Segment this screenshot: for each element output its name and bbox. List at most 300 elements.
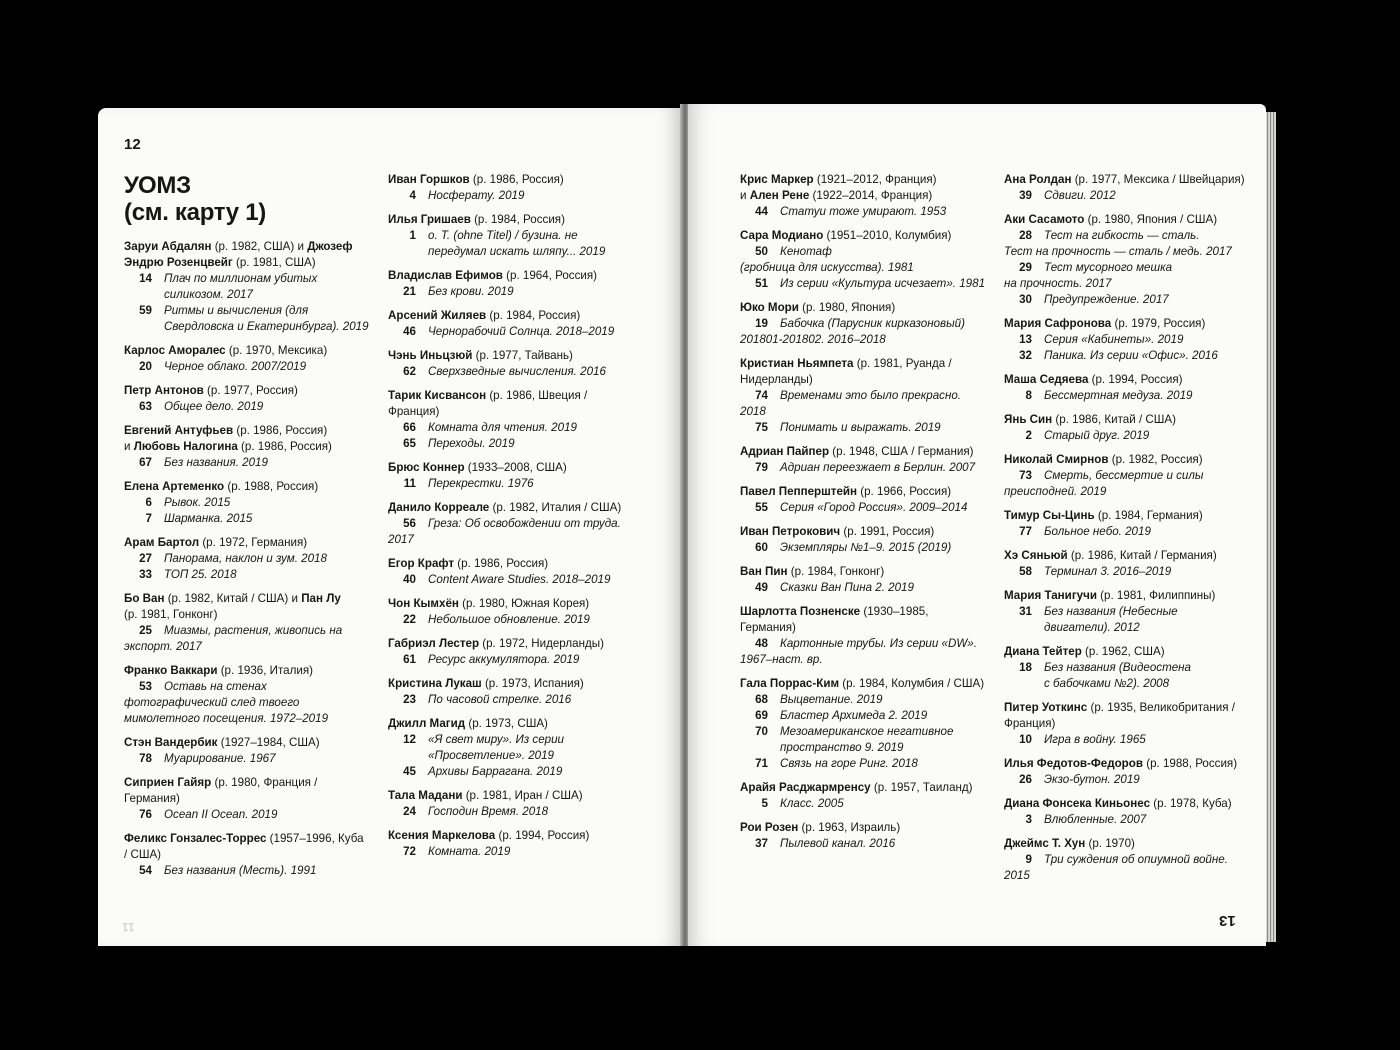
artist-line	[388, 404, 640, 420]
artist-info: и	[124, 440, 134, 453]
work-title: Временами это было прекрасно.	[780, 389, 961, 402]
artist-info: (р. 1972, Германия)	[199, 536, 308, 549]
artist-info: (р. 1970)	[1085, 837, 1135, 850]
work-line	[124, 711, 376, 727]
work-title: o. T. (ohne Titel) / бузина. не	[428, 229, 578, 242]
artist-info: (р. 1982, Россия)	[1108, 453, 1203, 466]
work-title: Ритмы и вычисления (для	[164, 304, 309, 317]
catalog-entry	[388, 788, 640, 820]
work-number: 4	[409, 189, 416, 202]
work-number: 3	[1025, 813, 1032, 826]
work-number: 8	[1025, 389, 1032, 402]
catalog-entry	[124, 663, 376, 727]
artist-name: Мария Танигучи	[1004, 589, 1097, 602]
artist-line	[124, 775, 376, 807]
artist-info: (р. 1994, Россия)	[1088, 373, 1183, 386]
section-title-line-1: УОМЗ	[124, 172, 191, 199]
work-line	[1004, 564, 1256, 580]
work-line	[740, 756, 992, 772]
work-line	[1004, 660, 1256, 676]
left-page	[98, 108, 682, 946]
artist-info: Франция)	[1004, 717, 1056, 730]
work-line	[1004, 388, 1256, 404]
work-number: 68	[755, 693, 768, 706]
work-number: 1	[409, 229, 416, 242]
work-title: Влюбленные. 2007	[1044, 813, 1147, 826]
artist-info: (р. 1981, Филиппины)	[1096, 589, 1216, 602]
catalog-entry	[388, 828, 640, 860]
artist-line	[388, 828, 640, 844]
work-line	[388, 652, 640, 668]
artist-info: (р. 1972, Нидерланды)	[479, 637, 604, 650]
artist-line	[388, 636, 640, 652]
work-title: Господин Время. 2018	[428, 805, 549, 818]
work-title: Панорама, наклон и зум. 2018	[164, 552, 327, 565]
work-number: 74	[755, 389, 768, 402]
artist-line	[124, 343, 376, 359]
work-line	[740, 316, 992, 332]
artist-info: (р. 1984, Россия)	[486, 309, 581, 322]
artist-info: (р. 1973, США)	[465, 717, 548, 730]
artist-name: Ален Рене	[749, 189, 810, 202]
work-title: Бабочка (Парусник кирказоновый)	[780, 317, 965, 330]
work-number: 66	[403, 421, 416, 434]
work-number: 65	[403, 437, 416, 450]
work-line	[740, 404, 992, 420]
work-line	[388, 572, 640, 588]
work-title: Носферату. 2019	[428, 189, 525, 202]
artist-info: (р. 1963, Израиль)	[798, 821, 901, 834]
work-title: Муарирование. 1967	[164, 752, 276, 765]
artist-info: (р. 1980, Япония / США)	[1084, 213, 1218, 226]
work-number: 18	[1019, 661, 1032, 674]
artist-line	[1004, 716, 1256, 732]
artist-info: и	[740, 189, 750, 202]
work-line	[740, 796, 992, 812]
artist-line	[124, 663, 376, 679]
artist-line	[124, 239, 376, 255]
artist-info: (р. 1973, Испания)	[481, 677, 584, 690]
artist-line	[1004, 588, 1256, 604]
artist-name: Чэнь Иньцзюй	[388, 349, 473, 362]
work-title: Тест мусорного мешка	[1044, 261, 1173, 274]
work-number: 50	[755, 245, 768, 258]
artist-line	[740, 524, 992, 540]
work-line	[1004, 228, 1256, 244]
artist-name: Павел Пепперштейн	[740, 485, 858, 498]
work-number: 31	[1019, 605, 1032, 618]
catalog-entry	[124, 423, 376, 471]
work-title: Ocean II Ocean. 2019	[164, 808, 278, 821]
artist-name: Арайя Расджармренсу	[740, 781, 871, 794]
artist-info: (1957–1996, Куба	[266, 832, 364, 845]
entry-list	[740, 172, 992, 852]
work-line	[740, 244, 992, 260]
work-number: 22	[403, 613, 416, 626]
artist-info: (р. 1986, Россия)	[454, 557, 549, 570]
artist-name: Иван Горшков	[388, 173, 470, 186]
work-line	[124, 567, 376, 583]
artist-line	[740, 300, 992, 316]
work-number: 71	[755, 757, 768, 770]
work-number: 76	[139, 808, 152, 821]
catalog-entry	[124, 775, 376, 823]
artist-name: Питер Уоткинс	[1004, 701, 1088, 714]
catalog-entry	[124, 831, 376, 879]
artist-info: (р. 1962, США)	[1081, 645, 1165, 658]
work-number: 10	[1019, 733, 1032, 746]
work-line	[740, 388, 992, 404]
artist-line	[740, 484, 992, 500]
artist-info: (р. 1935, Великобритания /	[1087, 701, 1235, 714]
work-number: 25	[139, 624, 152, 637]
work-number: 27	[139, 552, 152, 565]
artist-info: (р. 1970, Мексика)	[225, 344, 328, 357]
artist-name: Адриан Пайпер	[740, 445, 830, 458]
work-title: Паника. Из серии «Офис». 2016	[1044, 349, 1218, 362]
work-number: 5	[761, 797, 768, 810]
work-number: 63	[139, 400, 152, 413]
catalog-entry	[124, 735, 376, 767]
artist-info: (р. 1979, Россия)	[1111, 317, 1206, 330]
artist-info: (р. 1988, Россия)	[1142, 757, 1238, 770]
work-line	[124, 359, 376, 375]
artist-line	[740, 228, 992, 244]
artist-name: Арсений Жиляев	[388, 309, 487, 322]
catalog-entry	[740, 780, 992, 812]
work-title: Рывок. 2015	[164, 496, 231, 509]
artist-line	[740, 172, 992, 188]
catalog-entry	[388, 500, 640, 548]
artist-info: (р. 1982, Италия / США)	[489, 501, 622, 514]
work-line	[1004, 332, 1256, 348]
artist-line	[124, 831, 376, 847]
work-number: 67	[139, 456, 152, 469]
artist-info: (1927–1984, США)	[217, 736, 320, 749]
section-title-line-2: (см. карту 1)	[124, 199, 266, 226]
work-line	[740, 836, 992, 852]
work-title: преисподней. 2019	[1004, 485, 1107, 498]
work-line	[740, 724, 992, 740]
artist-line	[124, 479, 376, 495]
work-line	[124, 399, 376, 415]
artist-name: Эндрю Розенцвейг	[124, 256, 233, 269]
artist-name: Пан Лу	[301, 592, 341, 605]
work-title: Ресурс аккумулятора. 2019	[428, 653, 580, 666]
work-title: Перекрестки. 1976	[428, 477, 534, 490]
catalog-entry	[1004, 172, 1256, 204]
catalog-entry	[388, 348, 640, 380]
work-title: двигатели). 2012	[1044, 621, 1140, 634]
artist-info: (р. 1984, Россия)	[470, 213, 565, 226]
artist-line	[740, 604, 992, 620]
page-number-left: 12	[124, 136, 141, 153]
work-number: 33	[139, 568, 152, 581]
work-title: Понимать и выражать. 2019	[780, 421, 941, 434]
artist-name: Карлос Аморалес	[124, 344, 226, 357]
catalog-entry	[388, 460, 640, 492]
artist-line	[1004, 412, 1256, 428]
work-line	[1004, 260, 1256, 276]
work-line	[740, 204, 992, 220]
artist-line	[388, 172, 640, 188]
artist-line	[124, 735, 376, 751]
work-title: Игра в войну. 1965	[1044, 733, 1146, 746]
artist-info: (р. 1980, Южная Корея)	[458, 597, 590, 610]
artist-line	[1004, 644, 1256, 660]
catalog-entry	[1004, 756, 1256, 788]
artist-info: (р. 1980, Франция / Германия)	[124, 776, 318, 805]
work-title: 2017	[388, 533, 414, 546]
artist-info: (р. 1982, Китай / США) и	[164, 592, 302, 605]
work-title: ТОП 25. 2018	[164, 568, 237, 581]
artist-name: Маша Седяева	[1004, 373, 1089, 386]
work-line	[740, 420, 992, 436]
work-line	[388, 804, 640, 820]
work-title: Экземпляры №1–9. 2015 (2019)	[780, 541, 952, 554]
catalog-entry	[388, 636, 640, 668]
artist-name: Хэ Сяньюй	[1004, 549, 1068, 562]
catalog-entry	[388, 716, 640, 780]
artist-name: Сара Модиано	[740, 229, 824, 242]
artist-line	[388, 308, 640, 324]
work-line	[1004, 188, 1256, 204]
work-title: Общее дело. 2019	[164, 400, 264, 413]
artist-name: Сиприен Гайяр	[124, 776, 212, 789]
artist-info: (р. 1936, Италия)	[217, 664, 314, 677]
artist-line	[1004, 796, 1256, 812]
artist-info: (р. 1981, США)	[232, 256, 316, 269]
work-number: 79	[755, 461, 768, 474]
work-title: Плач по миллионам убитых	[164, 272, 318, 285]
artist-info: (р. 1966, Россия)	[857, 485, 952, 498]
work-title: экспорт. 2017	[124, 640, 202, 653]
artist-info: Франция)	[388, 405, 440, 418]
work-number: 77	[1019, 525, 1032, 538]
work-number: 9	[1025, 853, 1032, 866]
artist-info: (р. 1994, Россия)	[495, 829, 590, 842]
work-line	[124, 679, 376, 695]
work-title: Свердловска и Екатеринбурга). 2019	[164, 320, 369, 333]
artist-line	[388, 500, 640, 516]
work-title: Сказки Ван Пина 2. 2019	[780, 581, 914, 594]
artist-name: Юко Мори	[740, 301, 799, 314]
work-title: Миазмы, растения, живопись на	[164, 624, 343, 637]
artist-name: Диана Фонсека Киньонес	[1004, 797, 1151, 810]
work-line	[124, 271, 376, 287]
work-line	[740, 740, 992, 756]
work-title: Адриан переезжает в Берлин. 2007	[780, 461, 976, 474]
catalog-entry	[1004, 700, 1256, 748]
artist-name: Чон Кымхён	[388, 597, 459, 610]
work-line	[124, 303, 376, 319]
work-line	[124, 287, 376, 303]
work-line	[740, 276, 992, 292]
work-number: 49	[755, 581, 768, 594]
work-line	[1004, 604, 1256, 620]
work-number: 62	[403, 365, 416, 378]
work-number: 55	[755, 501, 768, 514]
work-title: силикозом. 2017	[164, 288, 253, 301]
work-title: с бабочками №2). 2008	[1044, 677, 1170, 690]
artist-line	[388, 716, 640, 732]
work-title: Серия «Кабинеты». 2019	[1044, 333, 1184, 346]
catalog-entry	[740, 172, 992, 220]
work-title: Тест на прочность — сталь / медь. 2017	[1004, 245, 1232, 258]
work-number: 69	[755, 709, 768, 722]
work-line	[1004, 348, 1256, 364]
work-title: Без названия (Видеостена	[1044, 661, 1191, 674]
artist-name: Янь Син	[1004, 413, 1053, 426]
artist-info: (р. 1986, Китай / США)	[1052, 413, 1176, 426]
artist-info: (р. 1986, Швеция /	[486, 389, 588, 402]
work-title: Статуи тоже умирают. 1953	[780, 205, 947, 218]
artist-name: Владислав Ефимов	[388, 269, 503, 282]
artist-info: (р. 1986, Китай / Германия)	[1067, 549, 1217, 562]
artist-name: Заруи Абдалян	[124, 240, 212, 253]
artist-info: (р. 1984, Германия)	[1094, 509, 1203, 522]
work-line	[124, 511, 376, 527]
work-line	[740, 260, 992, 276]
work-title: Черное облако. 2007/2019	[164, 360, 307, 373]
catalog-entry	[1004, 796, 1256, 828]
catalog-entry	[740, 356, 992, 436]
entry-list	[1004, 172, 1256, 884]
work-number: 61	[403, 653, 416, 666]
catalog-entry	[1004, 316, 1256, 364]
work-line	[124, 495, 376, 511]
artist-name: Илья Гришаев	[388, 213, 471, 226]
artist-line	[740, 820, 992, 836]
work-title: Шарманка. 2015	[164, 512, 253, 525]
work-line	[1004, 772, 1256, 788]
artist-name: Аки Сасамото	[1004, 213, 1085, 226]
work-title: Архивы Баррагана. 2019	[428, 765, 563, 778]
work-number: 46	[403, 325, 416, 338]
artist-info: (р. 1977, Мексика / Швейцария)	[1071, 173, 1245, 186]
work-number: 51	[755, 277, 768, 290]
work-line	[1004, 292, 1256, 308]
work-number: 29	[1019, 261, 1032, 274]
work-line	[388, 420, 640, 436]
work-line	[388, 436, 640, 452]
work-title: Смерть, бессмертие и силы	[1044, 469, 1204, 482]
work-line	[124, 319, 376, 335]
catalog-entry	[740, 676, 992, 772]
work-line	[124, 455, 376, 471]
work-line	[388, 732, 640, 748]
artist-info: (р. 1977, Россия)	[203, 384, 298, 397]
artist-info: (1922–2014, Франция)	[809, 189, 933, 202]
work-title: Чернорабочий Солнца. 2018–2019	[428, 325, 615, 338]
work-line	[388, 692, 640, 708]
artist-info: (р. 1984, Гонконг)	[787, 565, 885, 578]
catalog-entry	[1004, 212, 1256, 308]
work-title: Тест на гибкость — сталь.	[1044, 229, 1200, 242]
artist-line	[388, 348, 640, 364]
work-number: 53	[139, 680, 152, 693]
work-line	[388, 188, 640, 204]
artist-info: (1921–2012, Франция)	[813, 173, 937, 186]
work-line	[740, 636, 992, 652]
work-number: 73	[1019, 469, 1032, 482]
work-line	[388, 228, 640, 244]
work-title: Content Aware Studies. 2018–2019	[428, 573, 611, 586]
work-number: 14	[139, 272, 152, 285]
catalog-entry	[388, 268, 640, 300]
artist-line	[1004, 452, 1256, 468]
work-title: Комната. 2019	[428, 845, 511, 858]
catalog-entry	[1004, 644, 1256, 692]
artist-name: Арам Бартол	[124, 536, 200, 549]
work-title: По часовой стрелке. 2016	[428, 693, 572, 706]
artist-info: (р. 1981, Иран / США)	[462, 789, 583, 802]
work-line	[1004, 468, 1256, 484]
work-title: Предупреждение. 2017	[1044, 293, 1169, 306]
work-number: 28	[1019, 229, 1032, 242]
work-title: «Я свет миру». Из серии	[428, 733, 564, 746]
work-line	[1004, 484, 1256, 500]
work-number: 7	[145, 512, 152, 525]
catalog-entry	[388, 676, 640, 708]
artist-name: Стэн Вандербик	[124, 736, 218, 749]
artist-line	[740, 564, 992, 580]
catalog-entry	[740, 604, 992, 668]
artist-line	[1004, 548, 1256, 564]
work-title: мимолетного посещения. 1972–2019	[124, 712, 329, 725]
work-line	[740, 540, 992, 556]
work-line	[740, 580, 992, 596]
work-line	[124, 551, 376, 567]
catalog-entry	[1004, 548, 1256, 580]
work-title: Связь на горе Ринг. 2018	[780, 757, 918, 770]
artist-line	[124, 591, 376, 607]
catalog-entry	[388, 556, 640, 588]
work-number: 58	[1019, 565, 1032, 578]
catalog-entry	[740, 228, 992, 292]
artist-info: (р. 1982, США) и	[211, 240, 308, 253]
artist-line	[124, 255, 376, 271]
right-column-2	[1004, 172, 1256, 892]
work-title: Выцветание. 2019	[780, 693, 883, 706]
work-number: 56	[403, 517, 416, 530]
work-title: Без крови. 2019	[428, 285, 514, 298]
work-line	[124, 751, 376, 767]
artist-name: Шарлотта Позненске	[740, 605, 861, 618]
work-title: 2018	[740, 405, 766, 418]
artist-line	[388, 212, 640, 228]
artist-info: (р. 1977, Тайвань)	[472, 349, 573, 362]
catalog-entry	[1004, 508, 1256, 540]
artist-info: (р. 1964, Россия)	[502, 269, 598, 282]
catalog-entry	[124, 591, 376, 655]
artist-name: Ксения Маркелова	[388, 829, 496, 842]
work-number: 39	[1019, 189, 1032, 202]
artist-info: (р. 1988, Россия)	[224, 480, 319, 493]
work-line	[388, 476, 640, 492]
artist-line	[124, 607, 376, 623]
artist-line	[388, 268, 640, 284]
work-title: на прочность. 2017	[1004, 277, 1112, 290]
artist-line	[1004, 212, 1256, 228]
work-line	[740, 500, 992, 516]
work-number: 32	[1019, 349, 1032, 362]
work-title: Картонные трубы. Из серии «DW».	[780, 637, 977, 650]
artist-name: Елена Артеменко	[124, 480, 225, 493]
work-number: 19	[755, 317, 768, 330]
work-number: 78	[139, 752, 152, 765]
work-line	[740, 692, 992, 708]
